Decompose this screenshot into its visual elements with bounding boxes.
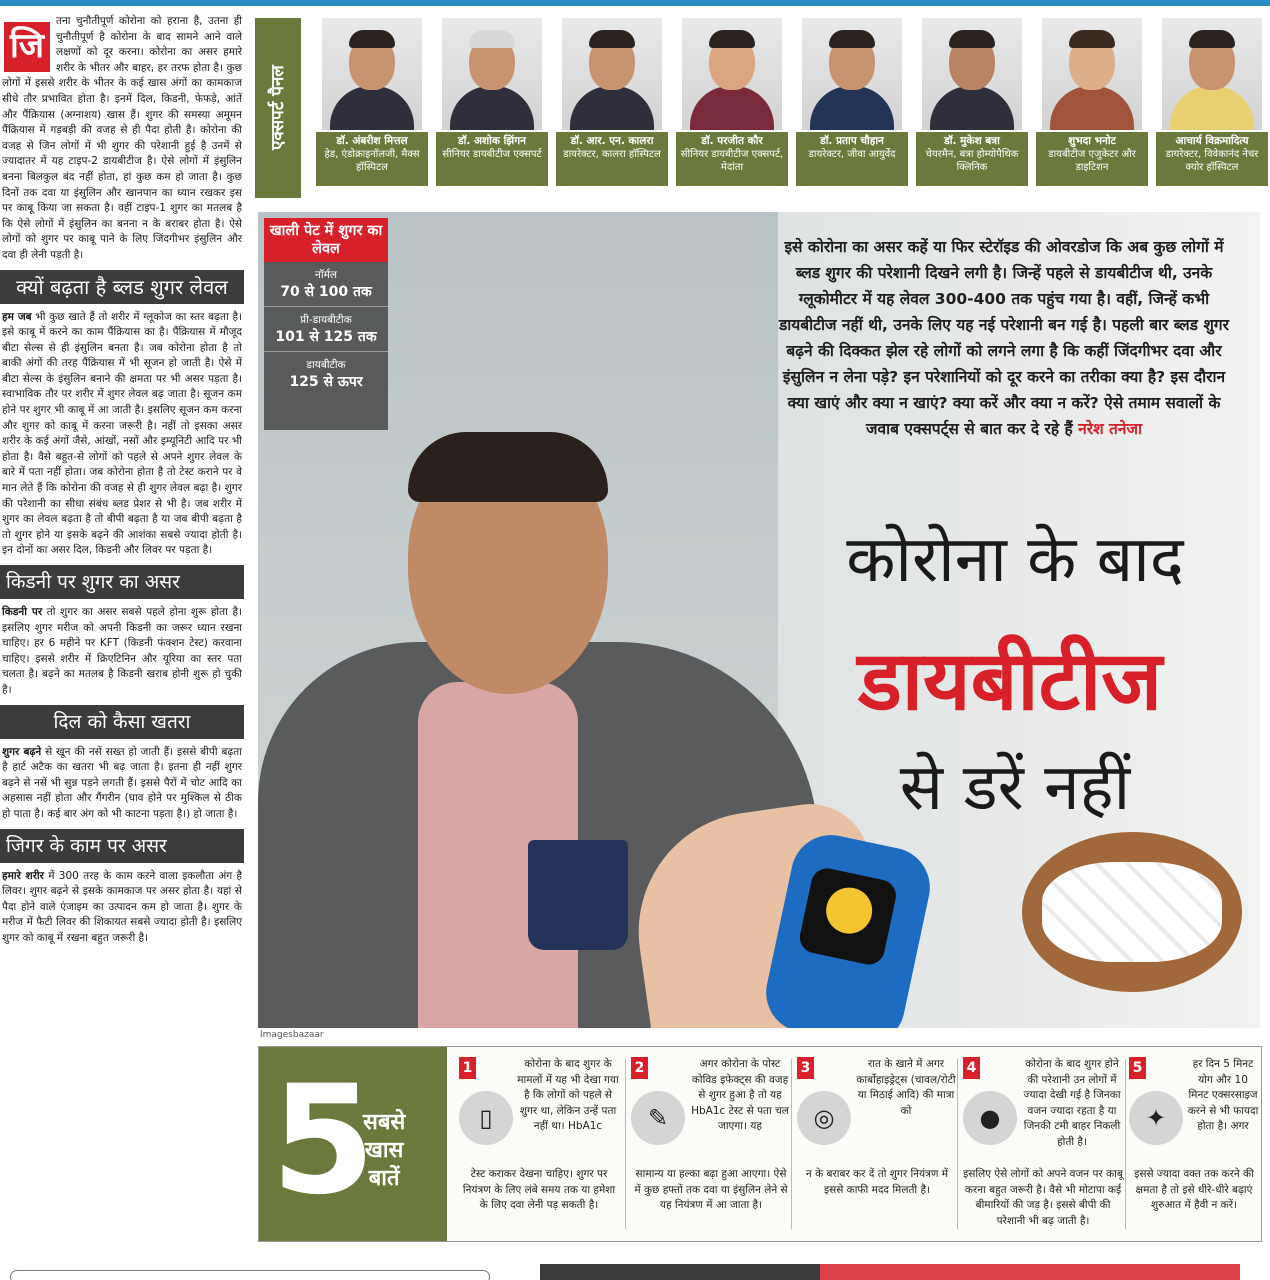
- expert-caption: [1156, 132, 1268, 186]
- key-point: [631, 1057, 791, 1235]
- next-article-stub: [0, 1262, 1270, 1280]
- sugar-level-label: नॉर्मल: [315, 269, 337, 281]
- expert-card: [1156, 18, 1268, 198]
- section-heading-kidney: किडनी पर शुगर का असर: [0, 565, 244, 599]
- expert-photo: [1162, 18, 1262, 130]
- expert-card: [676, 18, 788, 198]
- headline-line-1: कोरोना के बाद: [846, 523, 1184, 597]
- point-number: 3: [797, 1057, 814, 1079]
- key-point: [963, 1057, 1123, 1235]
- expert-caption: [316, 132, 428, 186]
- expert-name: डॉ. आर. एन. कालरा: [570, 135, 654, 147]
- expert-photo: [682, 18, 782, 130]
- expert-name: आचार्य विक्रमादित्य: [1175, 135, 1249, 147]
- expert-name: डॉ. अशोक झिंगन: [458, 135, 526, 147]
- point-text: हर दिन 5 मिनट योग और 10 मिनट एक्सरसाइज करने से भी फायदा होता है। अगर: [1187, 1058, 1259, 1132]
- section-heading-heart: दिल को कैसा खतरा: [0, 705, 244, 739]
- intro-paragraph: तना चुनौतीपूर्ण कोरोना को हराना है, उतना ही चुनौतीपूर्ण है कोरोना के बाद सामने आने वाले लक्षणों को दूर करना। कोरोना का असर हमारे शरीर के भीतर और बाहर, हर तरफ होता है। कुछ लोगों में इससे शरीर के भीतर के कई खास अंगों का कामकाज सीधे तौर प्रभावित होता है। इनमें दिल, किडनी, फेफड़े, आंतें और पैंक्रियास (अग्नाशय) खास हैं। शुगर की समस्या अमूमन पैंक्रियास में गड़बड़ी की वजह से ही पैदा होती है। कोरोना की वजह से जिन लोगों में भी शुगर की परेशानी हुई है उनमें से ज्यादातर में यह टाइप-2 डायबीटीज है। ऐसे लोगों में इंसुलिन बनना बिलकुल बंद नहीं होता, हां कुछ कम हो जाता है। कुछ दिनों तक दवा या इंसुलिन और खानपान का ध्यान रखकर इस पर काबू किया जा सकता है। वहीं टाइप-1 शुगर का मतलब है कि ऐसे लोगों में इंसुलिन का बनना न के बराबर होता है। ऐसे लोगों को शुगर पर काबू पाने के लिए जिंदगीभर इंसुलिन और दवा ही लेनी पड़ती है।: [2, 15, 242, 261]
- sugar-cubes: [1042, 862, 1222, 962]
- fasting-sugar-box: [264, 218, 388, 430]
- expert-card: [556, 18, 668, 198]
- top-rule: [0, 0, 1270, 6]
- five-key-points: [258, 1046, 1262, 1242]
- intro-body: इसे कोरोना का असर कहें या फिर स्टेरॉइड की ओवरडोज कि अब कुछ लोगों में ब्लड शुगर की परेशानी दिखने लगी है। जिन्हें पहले से डायबीटीज थी, उनके ग्लूकोमीटर में यह लेवल 300-400 तक पहुंच गया है। वहीं, जिन्हें कभी डायबीटीज नहीं थी, उनके लिए यह नई परेशानी बन गई है। पहली बार ब्लड शुगर बढ़ने की दिक्कत झेल रहे लोगों को लगने लगा है कि कहीं जिंदगीभर दवा और इंसुलिन न लेना पड़े? इन परेशानियों को दूर करने का तरीका क्या है? इस दौरान क्या खाएं और क्या न खाएं? क्या करें और क्या न करें? ऐसे तमाम सवालों के जवाब एक्सपर्ट्स से बात कर दे रहे हैं: [779, 238, 1229, 438]
- expert-caption: [556, 132, 668, 186]
- expert-name: डॉ. अंबरीश मित्तल: [336, 135, 408, 147]
- expert-caption: [1036, 132, 1148, 186]
- expert-card: [916, 18, 1028, 198]
- expert-role: हेड, एंडोक्राइनॉलजी, मैक्स हॉस्पिटल: [324, 149, 420, 173]
- point-number: 2: [631, 1057, 648, 1079]
- expert-caption: [676, 132, 788, 186]
- point-text: अगर कोरोना के पोस्ट कोविड इफेक्ट्स की वजह से शुगर हुआ है तो यह HbA1c टेस्ट से पता चल जाएगा। यह: [691, 1058, 789, 1132]
- expert-role: चेयरमैन, बत्रा होम्योपैथिक क्लिनिक: [925, 149, 1019, 173]
- left-column: [0, 14, 244, 1276]
- syringe-icon: ✎: [631, 1091, 685, 1145]
- glucometer-icon: ▯: [459, 1091, 513, 1145]
- section-heading-blood-sugar: क्यों बढ़ता है ब्लड शुगर लेवल: [0, 270, 244, 304]
- expert-name: डॉ. परजीत कौर: [701, 135, 763, 147]
- author-name: नरेश तनेजा: [1078, 420, 1142, 438]
- expert-photo: [1042, 18, 1142, 130]
- expert-role: सीनियर डायबीटीज एक्सपर्ट, मेदांता: [680, 149, 784, 173]
- obese-person-icon: ●: [963, 1091, 1017, 1145]
- sugar-level-label: प्री-डायबीटीक: [300, 314, 352, 326]
- headline-line-3: से डरें नहीं: [899, 751, 1131, 825]
- photo-credit: Imagesbazaar: [260, 1030, 324, 1040]
- key-point: [797, 1057, 957, 1235]
- point-text: कोरोना के बाद शुगर के मामलों में यह भी देखा गया है कि लोगों को पहले से शुगर था, लेकिन उन्हें पता नहीं था। HbA1c: [517, 1058, 619, 1132]
- expert-panel: [316, 18, 1266, 198]
- key-point: [459, 1057, 619, 1235]
- smiley-icon: [822, 883, 877, 938]
- point-text: टेस्ट कराकर देखना चाहिए। शुगर पर नियंत्रण के लिए लंबे समय तक या हमेशा के लिए दवा लेनी पड़ सकती है।: [462, 1168, 616, 1211]
- lead-word: हमारे शरीर: [2, 869, 44, 882]
- section-body-blood-sugar: [0, 310, 244, 560]
- expert-photo: [562, 18, 662, 130]
- point-text: न के बराबर कर दें तो शुगर नियंत्रण में इससे काफी मदद मिलती है।: [805, 1168, 949, 1196]
- key-point: [1129, 1057, 1270, 1235]
- expert-name: डॉ. प्रताप चौहान: [820, 135, 884, 147]
- yoga-icon: ✦: [1129, 1091, 1183, 1145]
- section-heading-liver: जिगर के काम पर असर: [0, 829, 244, 863]
- expert-name: शुभदा भनोट: [1068, 135, 1116, 147]
- sugar-level-value: 101 से 125 तक: [264, 327, 388, 352]
- sugar-level-value: 70 से 100 तक: [264, 282, 388, 307]
- point-text: इसलिए ऐसे लोगों को अपने वजन पर काबू करना बहुत जरूरी है। वैसे भी मोटापा कई बीमारियों की जड़ है। इससे बीपी की परेशानी भी बढ़ जाती है।: [963, 1168, 1123, 1227]
- big-number: 5: [271, 1054, 376, 1228]
- point-number: 1: [459, 1057, 476, 1079]
- expert-role: डायबीटीज एजुकेटर और डाइटिशन: [1048, 149, 1136, 173]
- body-text: में 300 तरह के काम करने वाला इकलौता अंग है लिवर। शुगर बढ़ने से इसके कामकाज पर असर होता है। यहां से पैदा होने वाले एंजाइम का उत्पादन कम हो जाता है। शुगर के मरीज में फैटी लिवर की शिकायत सबसे ज्यादा होती है। इसलिए शुगर को काबू में रखना बहुत जरूरी है।: [2, 869, 242, 944]
- body-text: तो शुगर का असर सबसे पहले होना शुरू होता है। इसलिए शुगर मरीज को अपनी किडनी का जरूर ध्यान रखना चाहिए। हर 6 महीने पर KFT (किडनी फंक्शन टेस्ट) करवाना चाहिए। इससे शरीर में क्रिएटिनिन और यूरिया का स्तर पता चलता है। बढ़ने का मतलब है किडनी खराब होनी शुरू हो चुकी है।: [2, 606, 242, 696]
- point-text: कोरोना के बाद शुगर होने की परेशानी उन लोगों में ज्यादा देखी गई है जिनका वजन ज्यादा रहता है या जिनकी टमी बाहर निकली होती है।: [1023, 1058, 1121, 1148]
- point-text: रात के खाने में अगर कार्बोहाइड्रेट्स (चावल/रोटी या मिठाई आदि) की मात्रा को: [856, 1058, 956, 1117]
- expert-name: डॉ. मुकेश बत्रा: [944, 135, 1000, 147]
- section-body-heart: [0, 745, 244, 823]
- roti-icon: ◎: [797, 1091, 851, 1145]
- body-text: से खून की नसें सख्त हो जाती हैं। इससे बीपी बढ़ता है हार्ट अटैक का खतरा भी बढ़ जाता है। इतना ही नहीं शुगर बढ़ने से नसें भी सुन्न पड़ने लगती हैं। इससे पैरों में चोट आदि का अहसास नहीं होता और गैंगरीन (घाव होने पर मुश्किल से ठीक हो पाता है। कई बार अंग को भी काटना पड़ता है।) हो जाता है।: [2, 745, 242, 820]
- expert-role: डायरेक्टर, जीवा आयुर्वेद: [808, 149, 896, 160]
- fasting-sugar-title: खाली पेट में शुगर का लेवल: [264, 218, 388, 262]
- expert-role: डायरेक्टर, विवेकानंद नेचर क्योर हॉस्पिटल: [1165, 149, 1259, 173]
- lead-word: हम जब: [2, 310, 32, 323]
- expert-photo: [922, 18, 1022, 130]
- lead-word: किडनी पर: [2, 606, 43, 618]
- expert-photo: [442, 18, 542, 130]
- coffee-mug: [528, 840, 628, 950]
- expert-card: [796, 18, 908, 198]
- sugar-level-label: डायबीटीक: [306, 359, 346, 371]
- expert-photo: [802, 18, 902, 130]
- point-number: 5: [1129, 1057, 1146, 1079]
- dropcap: जि: [4, 22, 50, 72]
- sugar-level-value: 125 से ऊपर: [289, 374, 363, 390]
- expert-card: [316, 18, 428, 198]
- five-points-label-box: [259, 1047, 447, 1241]
- point-text: सामान्य या हल्का बढ़ा हुआ आएगा। ऐसे में कुछ हफ्तों तक दवा या इंसुलिन लेने से यह नियंत्रण में आ जाता है।: [634, 1168, 788, 1211]
- expert-role: सीनियर डायबीटीज एक्सपर्ट: [442, 149, 542, 160]
- expert-caption: [916, 132, 1028, 186]
- headline-line-2: डायबीटीज: [857, 634, 1163, 729]
- expert-panel-label: एक्सपर्ट पैनल: [255, 18, 301, 198]
- expert-caption: [436, 132, 548, 186]
- intro-text: [770, 234, 1238, 442]
- five-points-label: सबसे खास बातें: [363, 1110, 406, 1191]
- expert-role: डायरेक्टर, कालरा हॉस्पिटल: [563, 149, 661, 160]
- lead-word: शुगर बढ़ने: [2, 745, 42, 758]
- expert-card: [436, 18, 548, 198]
- point-number: 4: [963, 1057, 980, 1079]
- point-text: इससे ज्यादा वक्त तक करने की क्षमता है तो इसे धीरे-धीरे बढ़ाएं शुरुआत में हैवी न करें।: [1134, 1168, 1254, 1211]
- expert-photo: [322, 18, 422, 130]
- expert-card: [1036, 18, 1148, 198]
- expert-caption: [796, 132, 908, 186]
- section-body-liver: [0, 869, 244, 947]
- body-text: भी कुछ खाते हैं तो शरीर में ग्लूकोज का स्तर बढ़ता है। इसे काबू में करने का काम पैंक्रियास का है। पैंक्रियास में मौजूद बीटा सेल्स से ही इंसुलिन बनता है। जब कोरोना होता है तो बाकी अंगों की तरह पैंक्रियास में भी सूजन हो जाती है। ऐसे में बीटा सेल्स के इंसुलिन बनाने की क्षमता पर भी असर पड़ता है। स्वाभाविक तौर पर शरीर में शुगर लेवल बढ़ जाता है। सूजन कम होने पर शुगर भी काबू में आ जाती है। इसलिए सूजन कम करना और शुगर को काबू में करना जरूरी है। नहीं तो इसका असर शरीर के कई अंगों जैसे, आंखों, नसों और इम्यूनिटी आदि पर भी होता है। वैसे बहुत-से लोगों को पहले से अपने शुगर लेवल के बारे में पता नहीं होता। जब कोरोना होता है तो टेस्ट कराने पर वे मान लेते हैं कि कोरोना की वजह से ही शुगर लेवल बढ़ा है। शुगर की परेशानी का सीधा संबंध ब्लड प्रेशर से भी है। जब शरीर में शुगर का लेवल बढ़ता है तो बीपी बढ़ता है या जब बीपी बढ़ता है तो शुगर होने या इसके बढ़ने की आशंका सबसे ज्यादा होती है। इन दोनों का असर दिल, किडनी और लिवर पर पड़ता है।: [2, 310, 242, 557]
- section-body-kidney: [0, 605, 244, 699]
